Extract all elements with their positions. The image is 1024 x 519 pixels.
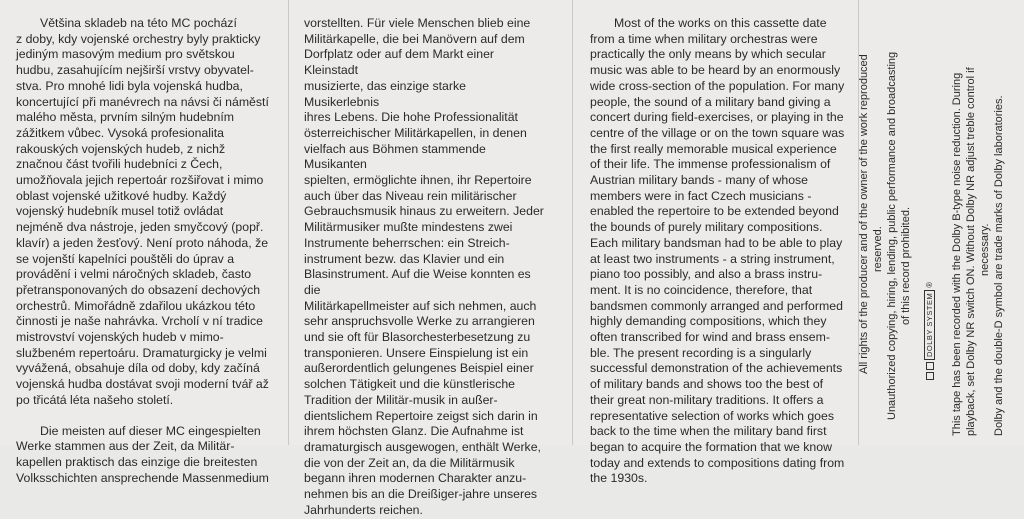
text-line: members were in fact Czech musicians - (590, 188, 812, 203)
text-line: malého města, prvním silným hudebním (16, 110, 235, 125)
text-line: oblast vojenské užitkové hudby. Každý (16, 188, 227, 203)
text-line: und sie oft für Blasorchesterbesetzung zu (304, 330, 531, 345)
text-line: značnou část tvořili hudebníci z Čech, (16, 157, 223, 172)
text-line: přetransponovaných do obsazení dechových (16, 282, 261, 297)
text-line: the bounds of purely military compositions. (590, 220, 823, 235)
text-line: službeném repertoáru. Dramaturgicky je velmi (16, 345, 267, 360)
text-line: Instrumente beherrschen: ein Streich- (304, 235, 510, 250)
text-line: umožňovala jejich repertoár rozšiřovat i mimo (16, 173, 264, 188)
text-line: their great non-military traditions. It offers a (590, 392, 824, 407)
text-line: the 1930s. (590, 471, 648, 486)
text-line: Each military bandsman had to be able to play (590, 235, 843, 250)
nr-line-2: playback, set Dolby NR switch ON. Without Dolby NR adjust treble control if (965, 67, 977, 436)
text-line: ble. The present recording is a singularly (590, 345, 812, 360)
german-text-column (304, 16, 544, 519)
text-line: of their life. The immense professionalism of (590, 157, 831, 172)
text-line: concert during field-exercises, or playing in the (590, 110, 844, 125)
text-line: koncertující při manévrech na návsi či náměstí (16, 94, 269, 109)
text-line: Austrian military bands - many of whose (590, 173, 809, 188)
text-line: today and extends to compositions dating from (590, 455, 845, 470)
text-line: nejméně dva nástroje, jeden smyčcový (popř. (16, 220, 264, 235)
unauth-line-2: of this record prohibited. (900, 206, 912, 325)
text-line: from a time when military orchestras were (590, 31, 818, 46)
text-line: die von der Zeit an, da die Militärmusik (304, 455, 515, 470)
text-line: vorstellten. Für viele Menschen blieb eine (304, 16, 531, 30)
rights-line-2: reserved. (872, 226, 884, 272)
double-d-icon (926, 362, 934, 370)
rights-line-1: All rights of the producer and of the owner of the work reproduced (858, 54, 870, 374)
english-text-column (590, 16, 850, 487)
text-line: Werke stammen aus der Zeit, da Militär- (16, 439, 235, 454)
text-line: klavír) a jeden žesťový. Není proto náhoda, že (16, 235, 269, 250)
czech-text-column (16, 16, 274, 486)
nr-line-1: This tape has been recorded with the Dolby B-type noise reduction. During (951, 72, 963, 436)
double-d-icon (926, 372, 934, 380)
text-line: kapellen praktisch das einzige die breitesten (16, 454, 258, 469)
text-line: Gebrauchsmusik hinaus zu erweitern. Jeder (304, 204, 544, 219)
text-line: wide cross-section of the population. For many (590, 78, 845, 93)
text-line: Tradition der Militär-musik in außer- (304, 392, 498, 407)
text-line: often transcribed for wind and brass ensem- (590, 330, 830, 345)
text-line: the first really memorable musical experience (590, 141, 837, 156)
text-line: ihres Lebens. Die hohe Professionalität (304, 110, 518, 125)
text-line: instrument bezw. das Klavier und ein (304, 251, 505, 266)
text-line: highly demanding compositions, which they (590, 314, 827, 329)
trademark-line: Dolby and the double-D symbol are trade marks of Dolby laboratories. (993, 95, 1005, 436)
text-line: Dorfplatz oder auf dem Markt einer Kleinstadt (304, 47, 495, 78)
rights-notice (857, 54, 885, 374)
noise-reduction-notice (950, 67, 992, 436)
text-line: dramaturgisch ausgewogen, enthält Werke, (304, 439, 541, 454)
text-line: solchen Tätigkeit und die künstlerische (304, 377, 515, 392)
text-line: vyvážená, obsahuje díla od doby, kdy začíná (16, 361, 260, 376)
text-line: Most of the works on this cassette date (614, 16, 827, 30)
text-line: ihrem höchsten Glanz. Die Aufnahme ist (304, 424, 524, 439)
text-line: transponieren. Unsere Einspielung ist ein (304, 345, 529, 360)
text-line: of military bands and shows too the best of (590, 377, 824, 392)
text-line: successful demonstration of the achievements (590, 361, 843, 376)
text-line: dientslichem Repertoire zeigst sich darin in (304, 408, 538, 423)
text-line: jediným masovým medium pro světskou (16, 47, 235, 62)
text-line: vojenská hudba dostávat svoji moderní tvář až (16, 377, 269, 392)
text-line: spielten, ermöglichte ihnen, ihr Repertoire (304, 173, 532, 188)
text-line: rakouských vojenských hudeb, z nichž (16, 141, 226, 156)
text-line: piano too possibly, and also a brass instru- (590, 267, 823, 282)
dolby-logo-text: DOLBY SYSTEM (924, 290, 935, 360)
text-line: musizierte, das einzige starke Musikerlebnis (304, 78, 466, 109)
text-line: enabled the repertoire to be extended beyond (590, 204, 839, 219)
text-line: back to the time when the military band first (590, 424, 827, 439)
text-line: began to acquire the formation that we know (590, 439, 832, 454)
text-line: centre of the village or on the town square was (590, 125, 845, 140)
text-line: Volksschichten ansprechende Massenmedium (16, 470, 269, 485)
text-line: se vojenští kapelníci pouštěli do úprav a (16, 251, 235, 266)
text-line: orchestrů. Mimořádně zdařilou ukázkou této (16, 298, 256, 313)
text-line: außerordentlich gelungenes Beispiel einer (304, 361, 534, 376)
text-line: Militärmusiker mußte mindestens zwei (304, 220, 513, 235)
text-line: vielfach aus Böhmen stammende Musikanten (304, 141, 486, 172)
fold-line (288, 0, 289, 445)
text-line: music was able to be heard by an enormously (590, 63, 841, 78)
text-line: auch über das Niveau rein militärischer (304, 188, 517, 203)
text-line: nehmen bis an die Dreißiger-jahre unseres (304, 487, 538, 502)
nr-line-3: necessary. (979, 223, 991, 276)
text-line: Jahrhunderts reichen. (304, 502, 423, 517)
text-line: Die meisten auf dieser MC eingespielten (40, 423, 261, 438)
text-line: Blasinstrument. Auf die Weise konnten es die (304, 267, 531, 297)
trademark-notice (992, 95, 1006, 436)
text-line: po třicátá léta našeho století. (16, 392, 174, 407)
unauth-line-1: Unauthorized copying, hiring, lending, public performance and broadcasting (886, 51, 898, 420)
text-line: stva. Pro mnohé lidi byla vojenská hudba, (16, 78, 243, 93)
text-line: Militärkapelle, die bei Manövern auf dem (304, 31, 525, 46)
text-line: Militärkapellmeister auf sich nehmen, auch (304, 298, 537, 313)
text-line: representative selection of works which goes (590, 408, 835, 423)
text-line: mistrovství vojenských hudeb v mimo- (16, 330, 224, 345)
text-line: hudbu, zasahujícím nejširší vrstvy obyvatel- (16, 63, 254, 78)
text-line: sehr anspruchsvolle Werke zu arrangieren (304, 314, 535, 329)
text-line: zážitkem vůbec. Vysoká profesionalita (16, 125, 225, 140)
fold-line (572, 0, 573, 445)
registered-mark: ® (925, 281, 934, 288)
text-line: činnosti je naše nahrávka. Vrcholí v ní tradice (16, 314, 263, 329)
text-line: Většina skladeb na této MC pochází (40, 16, 237, 30)
text-line: practically the only means by which secular (590, 47, 826, 62)
text-line: ment. It is no coincidence, therefore, that (590, 282, 813, 297)
text-line: österreichischer Militärkapellen, in denen (304, 125, 527, 140)
unauthorized-notice (885, 52, 913, 420)
text-line: begann ihren modernen Charakter anzu- (304, 471, 527, 486)
dolby-system-logo (924, 282, 935, 380)
text-line: people, the sound of a military band giving a (590, 94, 831, 109)
text-line: at least two instruments - a string instrument, (590, 251, 835, 266)
text-line: z doby, kdy vojenské orchestry byly prakticky (16, 31, 261, 46)
text-line: bandsmen commonly arranged and performed (590, 298, 843, 313)
text-line: vojenský hudebník musel totiž ovládat (16, 204, 224, 219)
text-line: provádění i velmi náročných skladeb, často (16, 267, 252, 282)
